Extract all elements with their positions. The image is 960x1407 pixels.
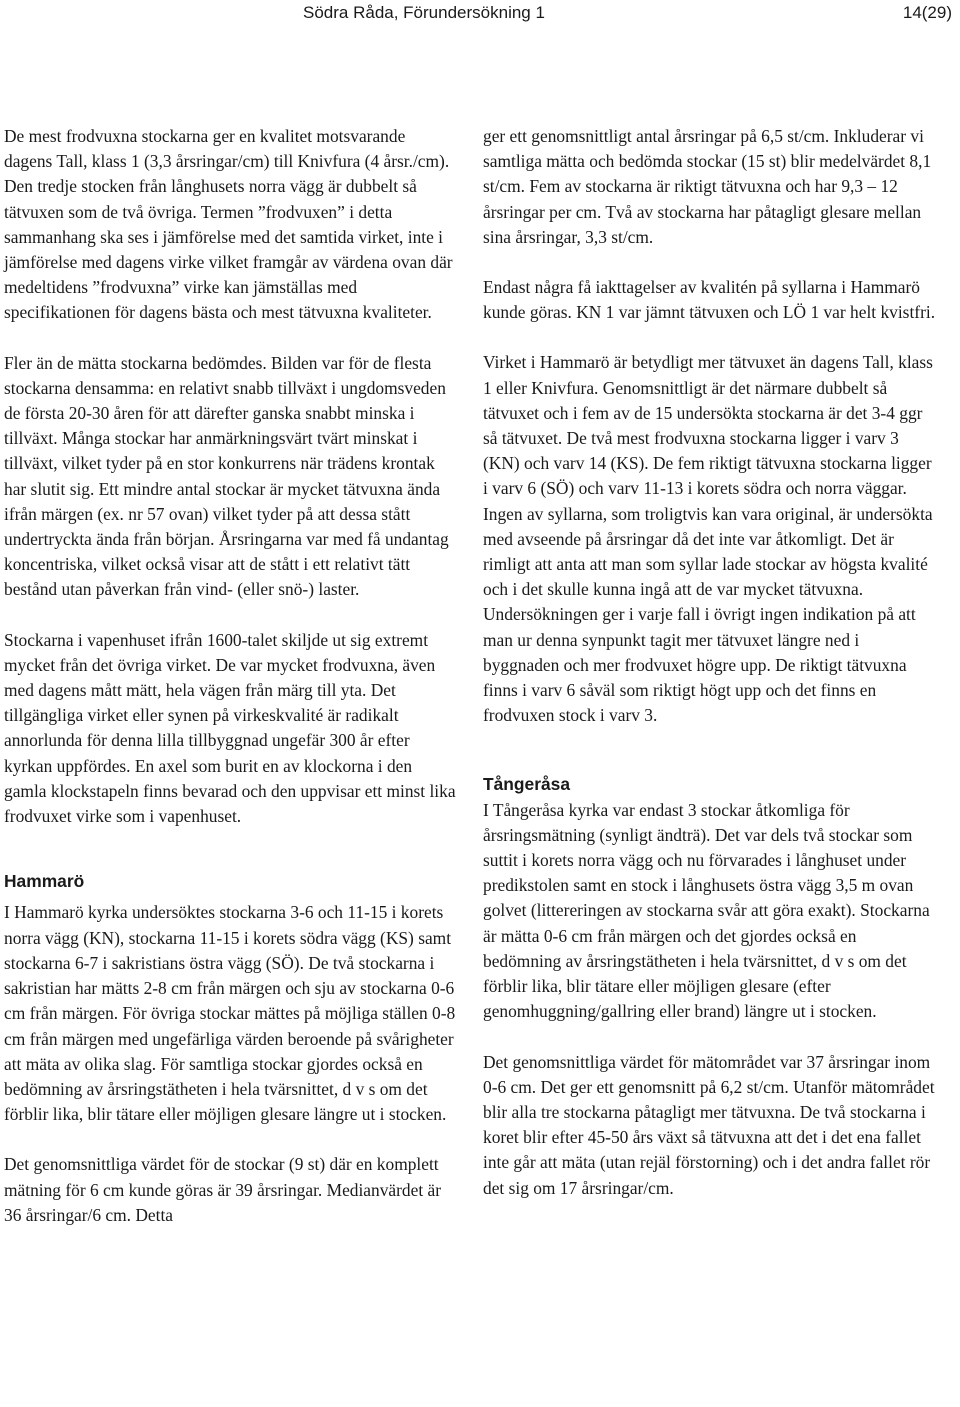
paragraph-porch: Stockarna i vapenhuset ifrån 1600-talet skiljde ut sig extremt mycket från det övriga virket. De var mycket frodvuxna, även med dagens mått mätt, hela vägen från märg till yta. Det tillgängliga virket eller synen på virkeskvalité är radikalt annorlunda för denna lilla tillbyggnad ungefär 300 år efter kyrkan uppfördes. En axel som burit en av klockorna i den gamla klockstapeln finns bevarad och den uppvisar ett minst lika frodvuxet virke som i vapenhuset. [4,629,456,827]
paragraph-wood-quality: De mest frodvuxna stockarna ger en kvalitet motsvarande dagens Tall, klass 1 (3,3 årsringar/cm) till Knivfura (4 årsr./cm). Den tredje stocken från långhusets norra vägg är dubbelt så tätvuxen som de två övriga. Termen ”frodvuxen” i detta sammanhang ska ses i jämförelse med det samtida virket, inte i jämförelse med dagens virke vilket framgår av värdena ovan där medeltidens ”frodvuxna” virke kan jämställas med specifikationen för dagens bästa och mest tätvuxna kvaliteter. [4,126,453,323]
paragraph-tangerasa-average: Det genomsnittliga värdet för mätområdet var 37 årsringar inom 0-6 cm. Det ger ett genomsnitt på 6,2 st/cm. Utanför mätområdet blir alla tre stockarna påtagligt mer tätvuxna. De två stockarna i koret blir efter 45-50 års växt så tätvuxna att det i det ena fallet inte går att mäta (utan rejäl förstorning) och i det andra fallet rör det sig om 17 årsringar/cm. [483,1051,935,1198]
page-header [0,2,960,24]
left-column [4,124,456,1228]
paragraph-assessment: Fler än de mätta stockarna bedömdes. Bilden var för de flesta stockarna densamma: en relativt snabb tillväxt i ungdomsveden de första 20-30 åren för att därefter ganska snabbt minska i tillväxt. Många stockar har anmärkningsvärt tvärt minskat i tillväxt, vilket tyder på en stor konkurrens när trädens krontak har slutit sig. Ett mindre antal stockar är mycket tätvuxna ända ifrån märgen (ex. nr 57 ovan) vilket tyder på att dessa stått undertryckta ända från början. Årsringarna var med få undantag koncentriska, vilket också visar att de stått i ett relativt tätt bestånd utan påverkan från vind- (eller snö-) laster. [4,352,449,600]
section-heading-hammaro: Hammarö [4,871,85,892]
right-column [483,124,939,1201]
paragraph-hammaro-method: I Hammarö kyrka undersöktes stockarna 3-6 och 11-15 i korets norra vägg (KN), stockarna 11-15 i korets södra vägg (KS) samt stockarna 6-7 i sakristians östra vägg (SÖ). De två stockarna i sakristian har mätts 2-8 cm från märgen och sju av stockarna 0-6 cm från märgen. För övriga stockar mättes på möjliga ställen 0-8 cm från märgen med ungefärliga värden beroende på svårigheter att mäta av olika slag. För samtliga stockar gjordes också en bedömning av årsringstätheten i hela tvärsnittet, d v s om det förblir lika, blir tätare eller möjligen glesare längre ut i stocken. [4,902,456,1125]
section-heading-tangerasa: Tångeråsa [483,774,570,795]
page-number: 14(29) [902,3,952,22]
paragraph-hammaro-comparison: Virket i Hammarö är betydligt mer tätvuxet än dagens Tall, klass 1 eller Knivfura. Genomsnittligt är det närmare dubbelt så tätvuxet och i fem av de 15 undersökta stockarna är det 3-4 ggr så tätvuxet. De två mest frodvuxna stockarna ligger i varv 3 (KN) och varv 14 (KS). De fem riktigt tätvuxna stockarna ligger i varv 6 (SÖ) och varv 11-13 i korets södra och norra väggar. Ingen av syllarna, som troligtvis kan vara original, är undersökta med avseende på årsringar då det inte var åtkomligt. Det är rimligt att anta att man som syllar lade stockar av högsta kvalité och i det skulle kunna ingå att de var mycket tätvuxna. Undersökningen ger i varje fall i övrigt ingen indikation på att man ur denna synpunkt tagit mer tätvuxet längre ned i byggnaden och mer frodvuxet högre upp. De riktigt tätvuxna finns i varv 6 såväl som riktigt högt upp och det finns en frodvuxen stock i varv 3. [483,352,933,726]
paragraph-hammaro-average: Det genomsnittliga värdet för de stockar (9 st) där en komplett mätning för 6 cm kunde göras är 39 årsringar. Medianvärdet är 36 årsringar/6 cm. Detta [4,1154,442,1225]
paragraph-ring-average: ger ett genomsnittligt antal årsringar på 6,5 st/cm. Inkluderar vi samtliga mätta och bedömda stockar (15 st) blir medelvärdet 8,1 st/cm. Fem av stockarna är riktigt tätvuxna och har 9,3 – 12 årsringar per cm. Två av stockarna har påtagligt glesare mellan sina årsringar, 3,3 st/cm. [483,126,932,247]
paragraph-tangerasa-method: I Tångeråsa kyrka var endast 3 stockar åtkomliga för årsringsmätning (synligt ändträ). Det var dels två stockar som suttit i korets norra vägg och nu förvarades i långhuset under predikstolen samt en stock i långhusets östra vägg 3,5 m ovan golvet (littereringen av stockarna svår att göra exakt). Stockarna är mätta 0-6 cm från märgen och det gjordes också en bedömning av årsringstätheten i hela tvärsnittet, d v s om det förblir lika, blir tätare eller möjligen glesare (efter genomhuggning/gallring eller brand) längre ut i stocken. [483,799,930,1022]
paragraph-sills: Endast några få iakttagelser av kvalitén på syllarna i Hammarö kunde göras. KN 1 var jämnt tätvuxen och LÖ 1 var helt kvistfri. [483,277,936,323]
document-title: Södra Råda, Förundersökning 1 [303,3,545,22]
